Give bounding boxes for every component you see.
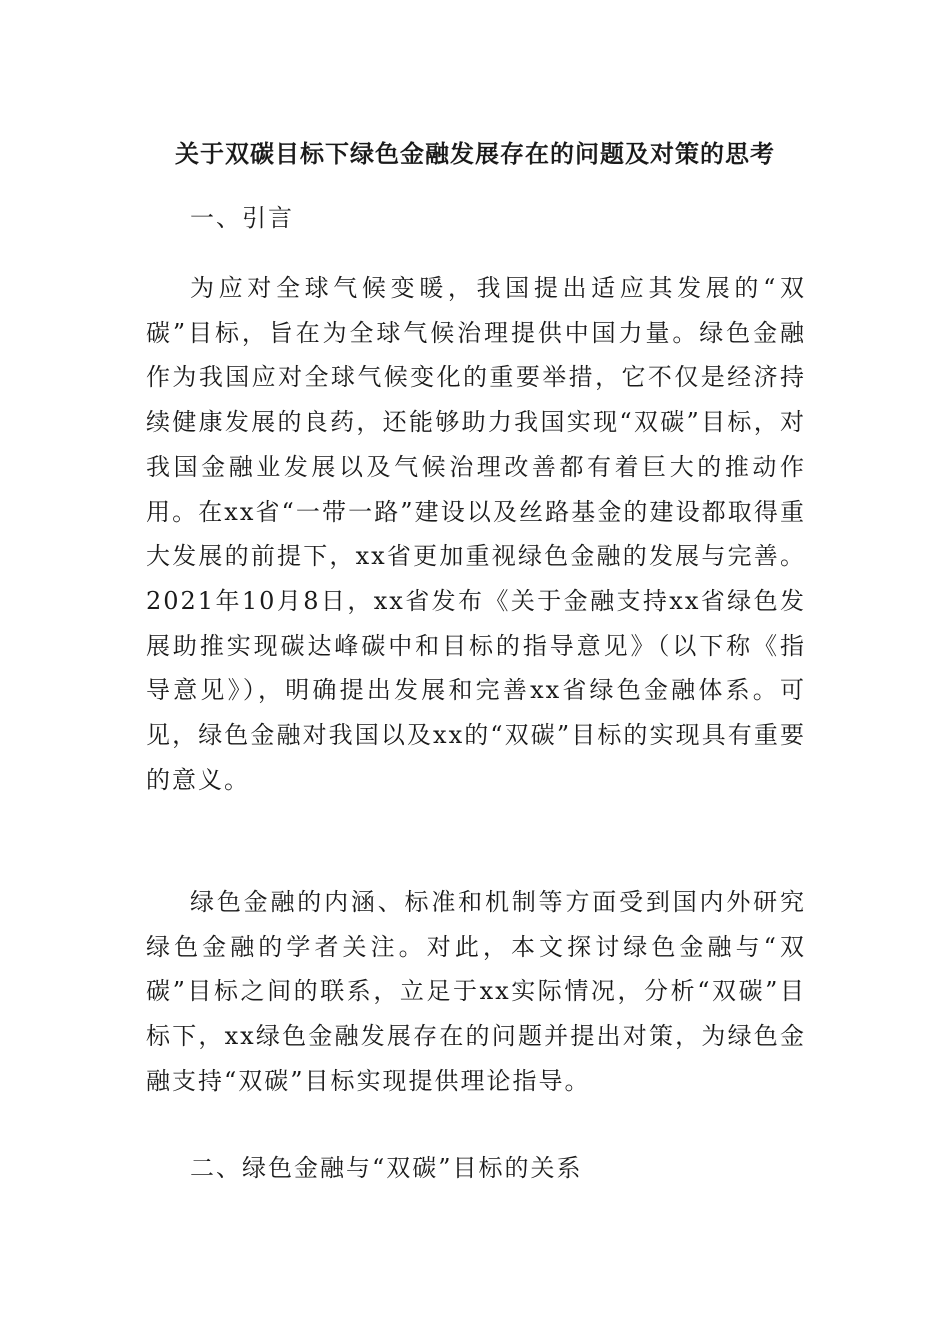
section-heading-introduction: 一、引言 (190, 204, 294, 232)
body-paragraph-1: 为应对全球气候变暖，我国提出适应其发展的“双碳”目标，旨在为全球气候治理提供中国力量。绿色金融作为我国应对全球气候变化的重要举措，它不仅是经济持续健康发展的良药，还能够助力我国实现“双碳”目标，对我国金融业发展以及气候治理改善都有着巨大的推动作用。在xx省“一带一路”建设以及丝路基金的建设都取得重大发展的前提下，xx省更加重视绿色金融的发展与完善。2021年10月8日，xx省发布《关于金融支持xx省绿色发展助推实现碳达峰碳中和目标的指导意见》（以下称《指导意见》），明确提出发展和完善xx省绿色金融体系。可见，绿色金融对我国以及xx的“双碳”目标的实现具有重要的意义。 (146, 274, 806, 794)
body-paragraph-2: 绿色金融的内涵、标准和机制等方面受到国内外研究绿色金融的学者关注。对此，本文探讨绿色金融与“双碳”目标之间的联系，立足于xx实际情况，分析“双碳”目标下，xx绿色金融发展存在的问题并提出对策，为绿色金融支持“双碳”目标实现提供理论指导。 (146, 888, 806, 1095)
document-title: 关于双碳目标下绿色金融发展存在的问题及对策的思考 (175, 140, 775, 168)
section-heading-relationship: 二、绿色金融与“双碳”目标的关系 (190, 1154, 583, 1182)
